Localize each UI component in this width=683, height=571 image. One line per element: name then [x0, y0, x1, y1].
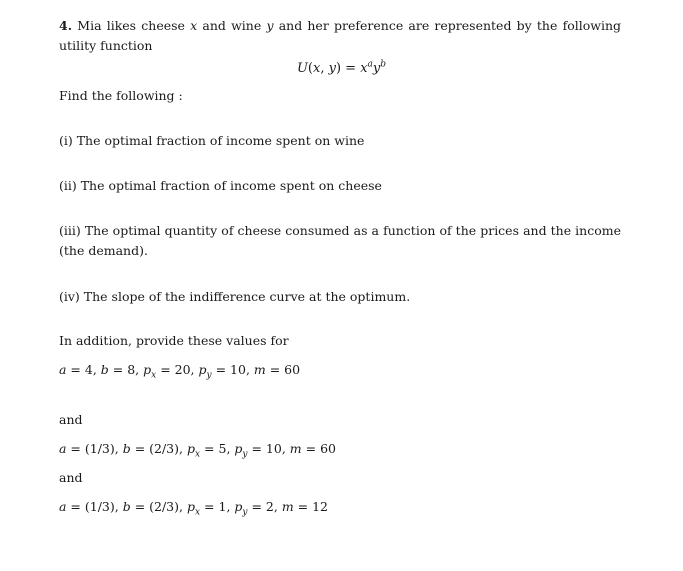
parameter-set-1: a = 4, b = 8, $p_x = 20$, $p_y = 10$, m = 60 — [59, 362, 301, 381]
parameter-set-2: a = (1/3), b = (2/3), $p_x = 5$, $p_y = 10$, m = 60 — [59, 441, 336, 460]
problem-number: 4. — [59, 18, 73, 33]
ps1-a: 4 — [84, 362, 93, 377]
ps1-m: 60 — [284, 362, 301, 377]
ps1-py: 10 — [230, 362, 246, 377]
intro-text-b: and wine — [197, 18, 267, 33]
and-label-1: and — [59, 412, 83, 427]
parameter-set-3: a = (1/3), b = (2/3), $p_x = 1$, $p_y = 2$, m = 12 — [59, 499, 329, 518]
ps2-b: (2/3) — [149, 441, 180, 456]
ps3-b: (2/3) — [149, 499, 180, 514]
ps2-m: 60 — [320, 441, 336, 456]
intro-text-c: and her preference are represented by the following utility — [59, 18, 621, 53]
ps1-px: 20 — [174, 362, 191, 377]
ps3-m: 12 — [312, 499, 329, 514]
ps2-px: 5 — [218, 441, 227, 456]
find-label: Find the following : — [59, 88, 183, 103]
problem-intro — [59, 16, 621, 56]
ps2-py: 10 — [265, 441, 282, 456]
item-iv: (iv) The slope of the indifference curve at the optimum. — [59, 289, 411, 304]
ps3-py: 2 — [265, 499, 274, 514]
utility-formula: U(x, $y) = x^ay^b$ — [296, 59, 387, 76]
addition-label: In addition, provide these values for — [59, 333, 289, 348]
intro-text-d: function — [100, 38, 153, 53]
ps2-a: (1/3) — [84, 441, 115, 456]
intro-text-a: Mia likes cheese — [77, 18, 191, 33]
var-x: x — [190, 18, 198, 33]
var-y: y — [266, 18, 274, 33]
item-i: (i) The optimal fraction of income spent on wine — [59, 133, 365, 148]
and-label-2: and — [59, 470, 83, 485]
item-iii: (iii) The optimal quantity of cheese consumed as a function of the prices and the income (the demand). — [59, 223, 621, 258]
ps1-b: 8 — [127, 362, 136, 377]
ps3-a: (1/3) — [84, 499, 115, 514]
ps3-px: 1 — [218, 499, 227, 514]
item-ii: (ii) The optimal fraction of income spent on cheese — [59, 178, 382, 193]
